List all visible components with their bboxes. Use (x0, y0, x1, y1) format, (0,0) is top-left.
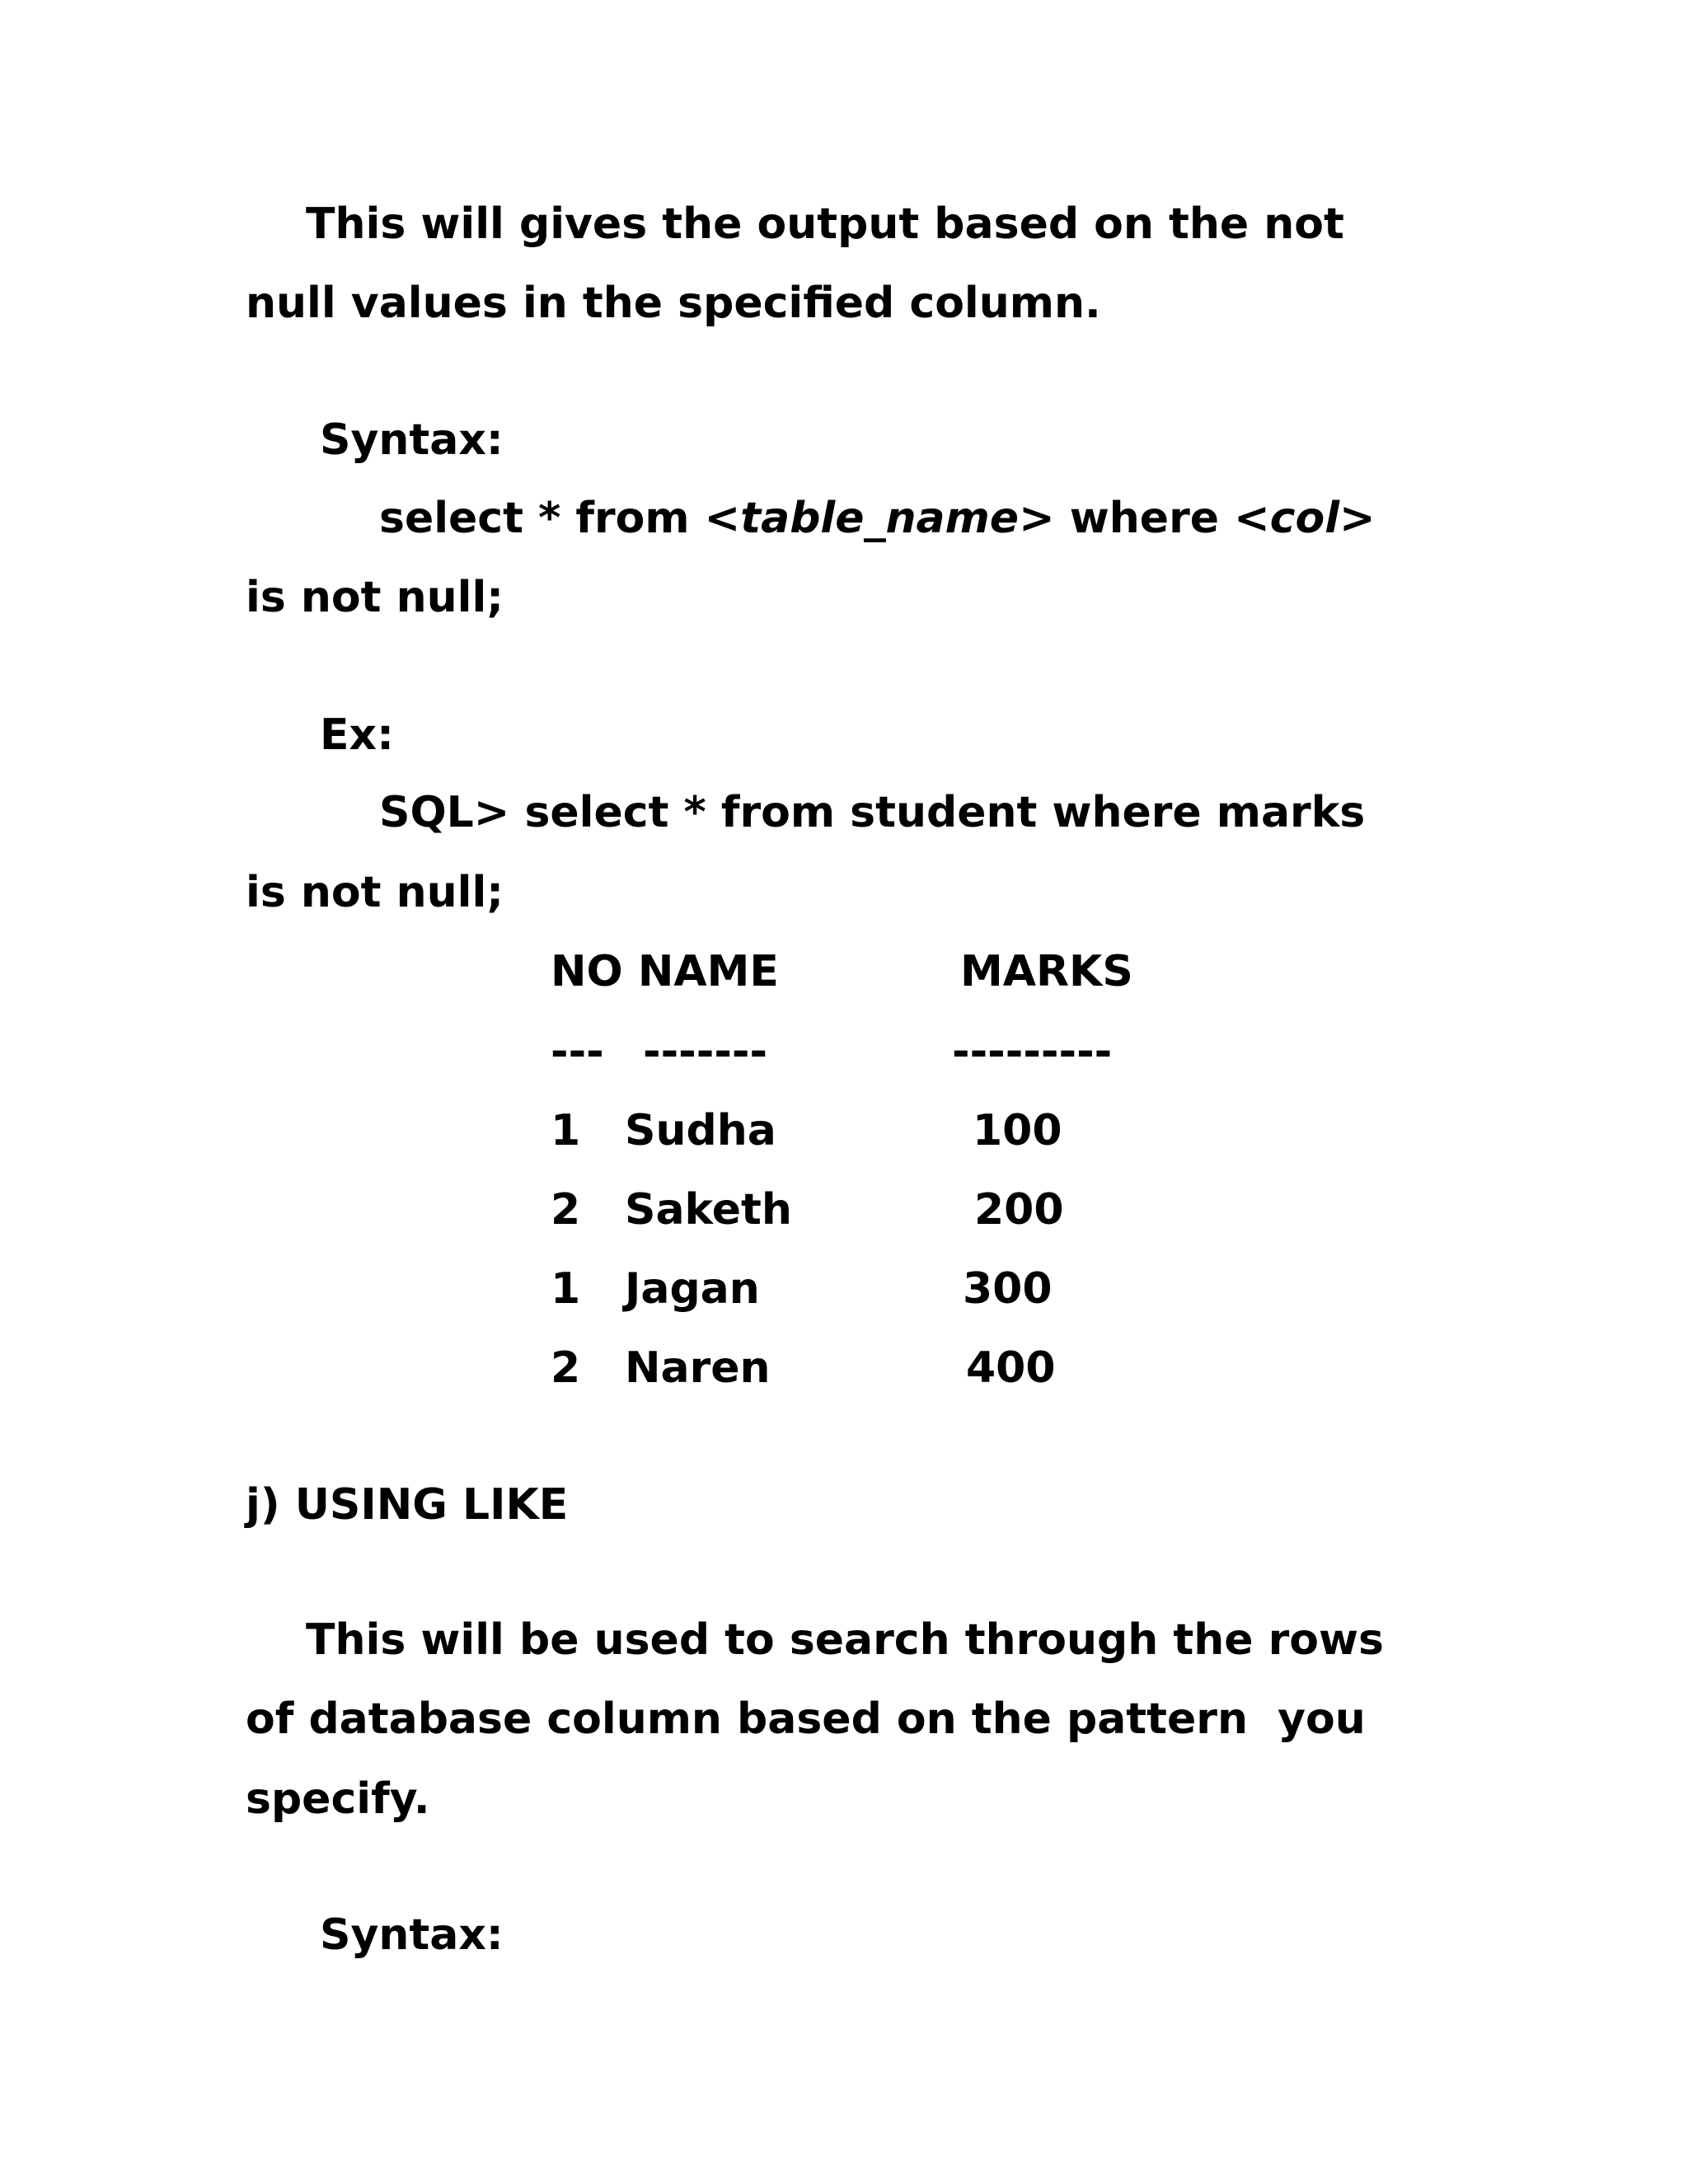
table-header-no-name: NO NAME (551, 947, 779, 996)
syntax-placeholder-table: table_name (740, 494, 1020, 543)
syntax-label: Syntax: (320, 415, 504, 465)
paragraph-line: This will be used to search through the rows (306, 1615, 1384, 1665)
example-command: SQL> select * from student where marks (379, 788, 1366, 837)
paragraph-line: null values in the specified column. (246, 279, 1101, 328)
paragraph-line: specify. (246, 1774, 430, 1824)
syntax-label: Syntax: (320, 1910, 504, 1960)
table-cell-marks: 100 (973, 1106, 1062, 1155)
table-cell-no: 2 (551, 1343, 581, 1393)
syntax-placeholder-col: col (1269, 494, 1340, 543)
syntax-command-continuation: is not null; (246, 573, 504, 622)
syntax-command-mid: > where < (1019, 494, 1270, 543)
table-header-marks: MARKS (960, 947, 1133, 996)
table-separator-marks: --------- (952, 1027, 1113, 1076)
table-cell-no: 1 (551, 1106, 581, 1155)
syntax-command (379, 494, 1376, 543)
table-cell-no: 1 (551, 1264, 581, 1314)
table-cell-name: Saketh (625, 1185, 792, 1235)
paragraph-line: This will gives the output based on the not (306, 199, 1344, 249)
syntax-command-prefix: select * from < (379, 494, 741, 543)
table-cell-no: 2 (551, 1185, 581, 1235)
table-separator-name: ------- (643, 1027, 768, 1076)
table-cell-name: Jagan (625, 1264, 760, 1314)
syntax-command-end: > (1339, 494, 1376, 543)
table-cell-marks: 400 (966, 1343, 1056, 1393)
example-label: Ex: (320, 710, 394, 760)
table-separator-no: --- (551, 1027, 604, 1076)
paragraph-line: of database column based on the pattern you (246, 1694, 1366, 1744)
table-cell-marks: 300 (963, 1264, 1053, 1314)
table-cell-marks: 200 (974, 1185, 1064, 1235)
section-heading: j) USING LIKE (246, 1480, 569, 1530)
example-command-continuation: is not null; (246, 868, 504, 917)
table-cell-name: Naren (625, 1343, 771, 1393)
table-cell-name: Sudha (625, 1106, 776, 1155)
